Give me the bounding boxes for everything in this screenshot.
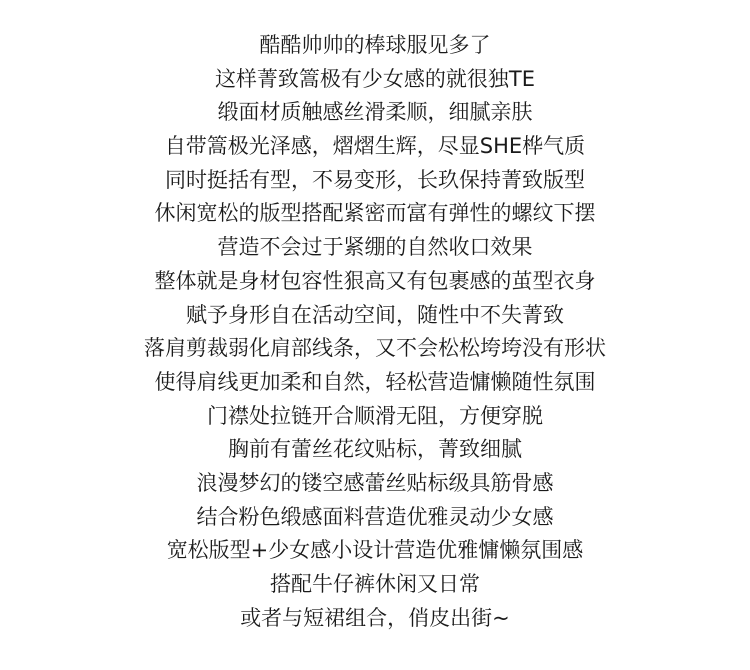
description-line: 整体就是身材包容性狠高又有包裹感的茧型衣身 <box>154 268 596 293</box>
description-line: 胸前有蕾丝花纹贴标，菁致细腻 <box>228 437 522 462</box>
description-line: 休闲宽松的版型搭配紧密而富有弹性的螺纹下摆 <box>154 201 596 226</box>
product-description <box>0 29 750 635</box>
description-line: 自带篙极光泽感，熠熠生辉，尽显SHE桦气质 <box>164 134 586 159</box>
description-line: 门襟处拉链开合顺滑无阻，方便穿脱 <box>207 403 543 428</box>
description-line: 或者与短裙组合，俏皮出街~ <box>240 605 510 630</box>
description-line: 营造不会过于紧绷的自然收口效果 <box>217 235 533 260</box>
description-line: 浪漫梦幻的镂空感蕾丝贴标级具筋骨感 <box>196 470 554 495</box>
description-line: 宽松版型+少女感小设计营造优雅慵懒氛围感 <box>166 538 584 563</box>
description-line: 结合粉色缎感面料营造优雅灵动少女感 <box>196 504 554 529</box>
description-line: 使得肩线更加柔和自然，轻松营造慵懒随性氛围 <box>154 369 596 394</box>
description-line: 同时挺括有型，不易变形，长玖保持菁致版型 <box>165 167 585 192</box>
description-line: 缎面材质触感丝滑柔顺，细腻亲肤 <box>217 100 533 125</box>
description-line: 搭配牛仔裤休闲又日常 <box>270 572 480 596</box>
description-line: 落肩剪裁弱化肩部线条，又不会松松垮垮没有形状 <box>144 336 606 361</box>
description-line: 酷酷帅帅的棒球服见多了 <box>259 33 491 57</box>
description-line: 赋予身形自在活动空间，随性中不失菁致 <box>186 302 564 327</box>
description-line: 这样菁致篙极有少女感的就很独TE <box>214 66 536 91</box>
